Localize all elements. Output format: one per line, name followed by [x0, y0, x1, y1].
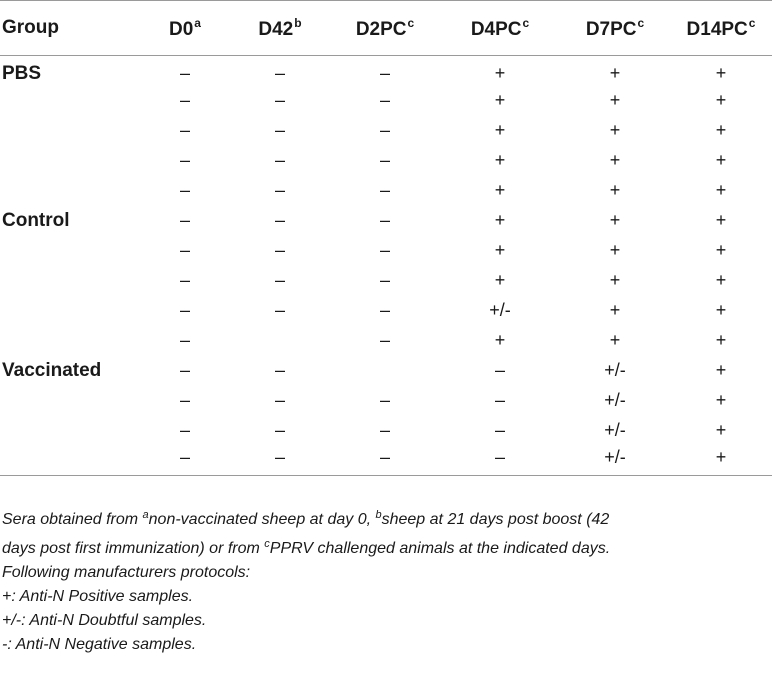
header-d14pc-footnote: c: [748, 15, 756, 30]
result-cell-d4pc: +: [494, 210, 506, 230]
result-cell-d14pc: +: [715, 420, 727, 440]
result-cell-d4pc: +: [494, 63, 506, 84]
result-cell-d2pc: –: [379, 330, 390, 350]
result-cell-d42: [230, 326, 330, 356]
table-row: [0, 236, 772, 266]
table-header: [0, 1, 772, 56]
result-cell-d14pc: +: [715, 270, 727, 290]
table-row: [0, 356, 772, 386]
result-cell-d42: –: [274, 210, 285, 230]
legend-negative: -: Anti-N Negative samples.: [2, 636, 197, 653]
table-row: [0, 176, 772, 206]
result-cell-d4pc: +: [494, 150, 506, 170]
legend-doubtful: +/-: Anti-N Doubtful samples.: [2, 612, 207, 629]
header-d0: [140, 1, 230, 56]
footnote-text: Sera obtained from: [2, 511, 143, 528]
group-cell: Vaccinated: [2, 359, 102, 381]
result-cell-d0: –: [179, 180, 190, 200]
header-d0-footnote: a: [194, 15, 201, 30]
result-cell-d2pc: –: [379, 390, 390, 410]
result-cell-d0: –: [179, 360, 190, 380]
result-cell-d4pc: +/-: [489, 300, 511, 320]
footnote-marker: a: [142, 509, 149, 521]
result-cell-d0: –: [179, 270, 190, 290]
result-cell-d14pc: +: [715, 180, 727, 200]
result-cell-d42: –: [274, 150, 285, 170]
group-cell: [0, 416, 140, 446]
result-cell-d2pc: –: [379, 270, 390, 290]
header-group-label: Group: [2, 17, 59, 38]
header-d42: [230, 1, 330, 56]
result-cell-d7pc: +: [609, 150, 621, 170]
header-row: [0, 1, 772, 56]
result-cell-d2pc: –: [379, 420, 390, 440]
result-cell-d14pc: +: [715, 210, 727, 230]
result-cell-d7pc: +: [609, 63, 621, 84]
footnote-line-3: Following manufacturers protocols:: [2, 564, 251, 581]
footnote-text: non-vaccinated sheep at day 0,: [148, 511, 376, 528]
table-row: [0, 56, 772, 86]
result-cell-d7pc: +: [609, 180, 621, 200]
table-row: [0, 296, 772, 326]
group-cell: [0, 266, 140, 296]
result-cell-d7pc: +: [609, 90, 621, 110]
result-cell-d4pc: +: [494, 90, 506, 110]
result-cell-d7pc: +/-: [604, 390, 626, 410]
result-cell-d7pc: +: [609, 270, 621, 290]
result-cell-d14pc: +: [715, 360, 727, 380]
result-cell-d0: –: [179, 90, 190, 110]
result-cell-d0: –: [179, 330, 190, 350]
result-cell-d4pc: +: [494, 330, 506, 350]
header-d42-footnote: b: [294, 15, 302, 30]
result-cell-d42: –: [274, 300, 285, 320]
result-cell-d2pc: –: [330, 446, 440, 476]
footnote-line-1: [2, 503, 768, 532]
result-cell-d7pc: +: [609, 240, 621, 260]
result-cell-d2pc: –: [379, 150, 390, 170]
header-d42-label: D42: [258, 18, 294, 40]
result-cell-d14pc: +: [715, 150, 727, 170]
result-cell-d42: –: [274, 120, 285, 140]
result-cell-d0: –: [179, 420, 190, 440]
table-row: [0, 326, 772, 356]
result-cell-d0: –: [179, 63, 190, 84]
table-footnotes: [2, 503, 768, 657]
result-cell-d14pc: +: [715, 390, 727, 410]
result-cell-d0: –: [179, 390, 190, 410]
result-cell-d7pc: +/-: [560, 446, 670, 476]
table-row: [0, 386, 772, 416]
group-cell: [0, 146, 140, 176]
result-cell-d0: –: [179, 300, 190, 320]
result-cell-d42: –: [274, 90, 285, 110]
header-d7pc-label: D7PC: [585, 18, 637, 40]
footnote-line-2: [2, 532, 768, 561]
result-cell-d7pc: +/-: [604, 360, 626, 380]
result-cell-d14pc: +: [715, 90, 727, 110]
header-d4pc-label: D4PC: [470, 18, 522, 40]
header-d4pc: [440, 1, 560, 56]
result-cell-d14pc: +: [715, 330, 727, 350]
footnote-marker: b: [375, 509, 382, 521]
result-cell-d2pc: –: [379, 210, 390, 230]
table-row: [0, 86, 772, 116]
table-row: [0, 146, 772, 176]
group-cell: [0, 86, 140, 116]
result-cell-d7pc: +: [609, 210, 621, 230]
result-cell-d42: –: [274, 390, 285, 410]
group-cell: [0, 386, 140, 416]
result-cell-d2pc: –: [379, 300, 390, 320]
table-row: [0, 446, 772, 476]
result-cell-d7pc: +: [609, 330, 621, 350]
result-cell-d2pc: –: [379, 180, 390, 200]
group-cell: [0, 236, 140, 266]
group-cell: [0, 326, 140, 356]
result-cell-d4pc: –: [494, 420, 505, 440]
header-d2pc-footnote: c: [407, 15, 415, 30]
result-cell-d14pc: +: [670, 446, 772, 476]
result-cell-d2pc: –: [379, 63, 390, 84]
result-cell-d14pc: +: [715, 240, 727, 260]
header-d2pc: [330, 1, 440, 56]
result-cell-d42: –: [274, 240, 285, 260]
footnote-text: days post first immunization) or from: [2, 540, 265, 557]
legend-positive: +: Anti-N Positive samples.: [2, 588, 194, 605]
result-cell-d2pc: –: [379, 240, 390, 260]
result-cell-d7pc: +/-: [604, 420, 626, 440]
result-cell-d4pc: –: [494, 390, 505, 410]
header-d14pc: [670, 1, 772, 56]
header-d7pc-footnote: c: [637, 15, 645, 30]
group-cell: PBS: [2, 62, 42, 84]
result-cell-d4pc: +: [494, 270, 506, 290]
result-cell-d0: –: [179, 150, 190, 170]
header-d0-label: D0: [169, 18, 194, 40]
header-group: [0, 1, 140, 56]
result-cell-d7pc: +: [609, 120, 621, 140]
result-cell-d14pc: +: [715, 120, 727, 140]
group-cell: [0, 446, 140, 476]
result-cell-d2pc: –: [379, 120, 390, 140]
footnote-marker: c: [264, 538, 270, 550]
result-cell-d42: –: [230, 446, 330, 476]
result-cell-d4pc: –: [440, 446, 560, 476]
result-cell-d14pc: +: [715, 63, 727, 84]
group-cell: [0, 176, 140, 206]
result-cell-d14pc: +: [715, 300, 727, 320]
result-cell-d0: –: [179, 120, 190, 140]
result-cell-d42: –: [274, 180, 285, 200]
table-row: [0, 416, 772, 446]
result-cell-d42: –: [274, 420, 285, 440]
group-cell: [0, 116, 140, 146]
header-d7pc: [560, 1, 670, 56]
table-body: [0, 56, 772, 476]
group-cell: Control: [2, 209, 70, 231]
result-cell-d4pc: +: [494, 180, 506, 200]
result-cell-d4pc: –: [494, 360, 505, 380]
result-cell-d4pc: +: [494, 120, 506, 140]
result-cell-d4pc: +: [494, 240, 506, 260]
result-cell-d42: –: [274, 360, 285, 380]
header-d4pc-footnote: c: [522, 15, 530, 30]
table-row: [0, 266, 772, 296]
table-row: [0, 206, 772, 236]
result-cell-d2pc: –: [379, 90, 390, 110]
footnote-text: sheep at 21 days post boost (42: [381, 511, 610, 528]
result-cell-d0: –: [140, 446, 230, 476]
header-d14pc-label: D14PC: [686, 18, 748, 40]
group-cell: [0, 296, 140, 326]
result-cell-d42: –: [274, 270, 285, 290]
result-cell-d42: –: [274, 63, 285, 84]
result-cell-d7pc: +: [609, 300, 621, 320]
footnote-text: PPRV challenged animals at the indicated days.: [269, 540, 611, 557]
table-row: [0, 116, 772, 146]
result-cell-d0: –: [179, 240, 190, 260]
header-d2pc-label: D2PC: [355, 18, 407, 40]
result-cell-d2pc: [330, 356, 440, 386]
result-cell-d0: –: [179, 210, 190, 230]
